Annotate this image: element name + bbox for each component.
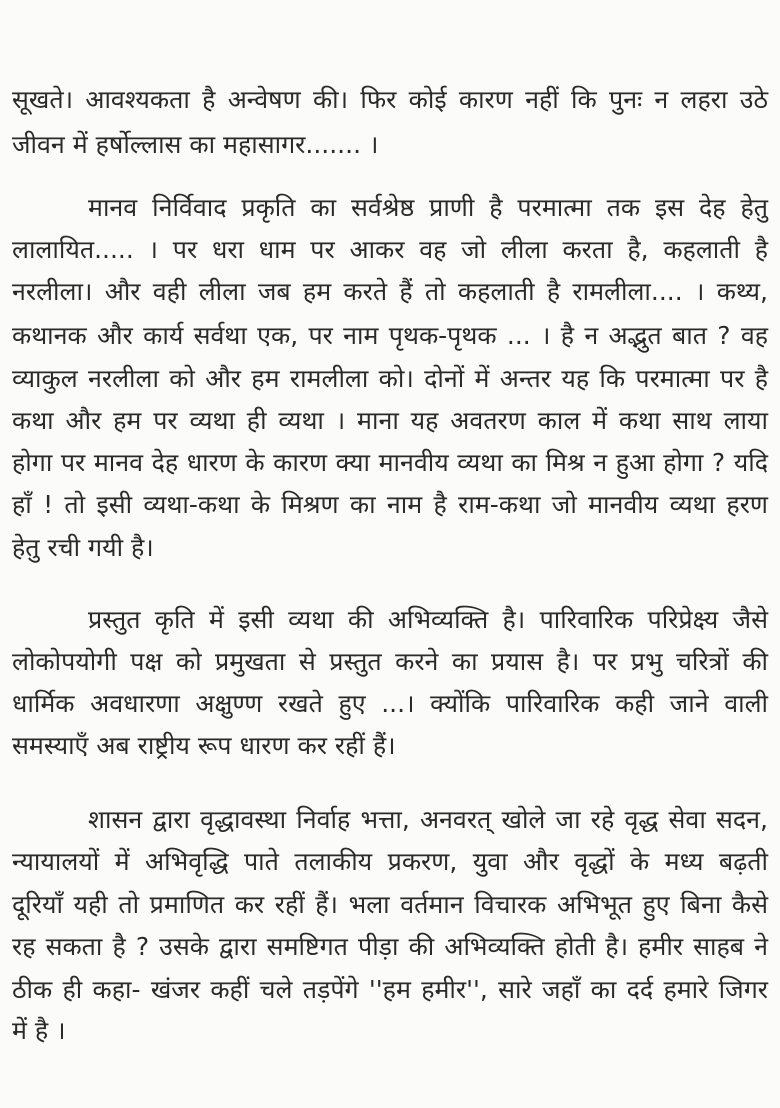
text-line: शासन द्वारा वृद्धावस्था निर्वाह भत्ता, अनवरत् खोले जा रहे वृद्ध सेवा सदन,	[88, 805, 768, 834]
text-line: लोकोपयोगी पक्ष को प्रमुखता से प्रस्तुत करने का प्रयास है। पर प्रभु चरित्रों की	[12, 647, 768, 676]
text-line: न्यायालयों में अभिवृद्धि पाते तलाकीय प्रकरण, युवा और वृद्धों के मध्य बढ़ती	[12, 847, 768, 876]
text-line: सूखते। आवश्यकता है अन्वेषण की। फिर कोई कारण नहीं कि पुनः न लहरा उठे	[12, 85, 768, 114]
text-line: लालायित..... । पर धरा धाम पर आकर वह जो लीला करता है, कहलाती है	[12, 235, 768, 264]
text-line: समस्याएँ अब राष्ट्रीय रूप धारण कर रहीं हैं।	[12, 731, 396, 760]
text-line: धार्मिक अवधारणा अक्षुण्ण रखते हुए ...। क्योंकि पारिवारिक कही जाने वाली	[12, 689, 768, 718]
text-line: व्याकुल नरलीला को और हम रामलीला को। दोनों में अन्तर यह कि परमात्मा पर है	[12, 364, 768, 393]
text-line: प्रस्तुत कृति में इसी व्यथा की अभिव्यक्ति है। पारिवारिक परिप्रेक्ष्य जैसे	[88, 605, 768, 634]
text-line: नरलीला। और वही लीला जब हम करते हैं तो कहलाती है रामलीला.... । कथ्य,	[12, 277, 768, 306]
text-line: कथानक और कार्य सर्वथा एक, पर नाम पृथक-पृथक ... । है न अद्भुत बात ? वह	[12, 321, 768, 350]
text-line: जीवन में हर्षोल्लास का महासागर....... ।	[12, 130, 379, 159]
text-line: ठीक ही कहा- खंजर कहीं चले तड़पेंगे ''हम हमीर'', सारे जहाँ का दर्द हमारे जिगर	[12, 975, 768, 1004]
text-line: दूरियाँ यही तो प्रमाणित कर रहीं हैं। भला वर्तमान विचारक अभिभूत हुए बिना कैसे	[12, 890, 768, 919]
text-line: रह सकता है ? उसके द्वारा समष्टिगत पीड़ा की अभिव्यक्ति होती है। हमीर साहब ने	[12, 932, 768, 961]
text-line: मानव निर्विवाद प्रकृति का सर्वश्रेष्ठ प्राणी है परमात्मा तक इस देह हेतु	[88, 193, 768, 222]
text-line: में है ।	[12, 1016, 66, 1045]
text-line: होगा पर मानव देह धारण के कारण क्या मानवीय व्यथा का मिश्र न हुआ होगा ? यदि	[12, 448, 768, 477]
text-line: कथा और हम पर व्यथा ही व्यथा । माना यह अवतरण काल में कथा साथ लाया	[12, 406, 768, 435]
text-line: हाँ ! तो इसी व्यथा-कथा के मिश्रण का नाम है राम-कथा जो मानवीय व्यथा हरण	[12, 490, 768, 519]
text-line: हेतु रची गयी है।	[12, 533, 154, 562]
